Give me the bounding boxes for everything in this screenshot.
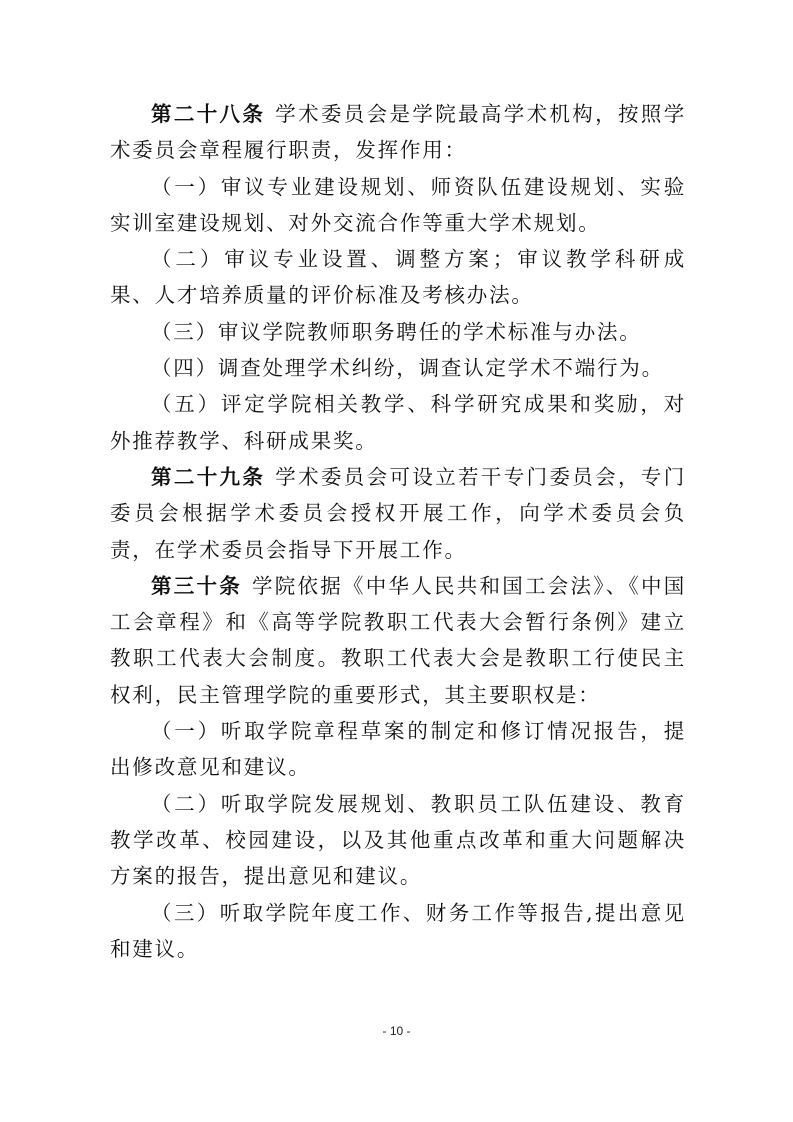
paragraph-text: （三）审议学院教师职务聘任的学术标准与办法。 bbox=[151, 319, 642, 344]
page-number: - 10 - bbox=[382, 1024, 411, 1038]
paragraph-item bbox=[110, 386, 686, 459]
paragraph-item bbox=[110, 895, 686, 968]
paragraph-article-30 bbox=[110, 568, 686, 713]
paragraph-text: （二）审议专业设置、调整方案；审议教学科研成果、人才培养质量的评价标准及考核办法。 bbox=[110, 247, 686, 308]
article-label: 第二十八条 bbox=[151, 102, 266, 126]
paragraph-text: 学院依据《中华人民共和国工会法》、《中国工会章程》和《高等学院教职工代表大会暂行条例》建立教职工代表大会制度。教职工代表大会是教职工行使民主权利，民主管理学院的重要形式，其主要职权是： bbox=[110, 573, 687, 707]
paragraph-article-28 bbox=[110, 96, 686, 169]
paragraph-item bbox=[110, 713, 686, 786]
article-label: 第三十条 bbox=[151, 573, 242, 598]
paragraph-text: （一）听取学院章程草案的制定和修订情况报告，提出修改意见和建议。 bbox=[110, 719, 686, 780]
paragraph-text: （一）审议专业建设规划、师资队伍建设规划、实验实训室建设规划、对外交流合作等重大学术规划。 bbox=[110, 174, 686, 235]
paragraph-item bbox=[110, 314, 686, 350]
paragraph-article-29 bbox=[110, 459, 686, 568]
paragraph-text: 学术委员会是学院最高学术机构，按照学术委员会章程履行职责，发挥作用： bbox=[110, 102, 686, 163]
paragraph-text: （三）听取学院年度工作、财务工作等报告,提出意见和建议。 bbox=[110, 900, 686, 961]
article-label: 第二十九条 bbox=[151, 464, 266, 489]
paragraph-text: （二）听取学院发展规划、教职员工队伍建设、教育教学改革、校园建设，以及其他重点改革和重大问题解决方案的报告，提出意见和建议。 bbox=[110, 791, 686, 889]
paragraph-text: （五）评定学院相关教学、科学研究成果和奖励，对外推荐教学、科研成果奖。 bbox=[110, 392, 686, 453]
document-body bbox=[110, 96, 686, 967]
paragraph-text: 学术委员会可设立若干专门委员会，专门委员会根据学术委员会授权开展工作，向学术委员会负责，在学术委员会指导下开展工作。 bbox=[110, 464, 686, 562]
paragraph-item bbox=[110, 241, 686, 314]
paragraph-item bbox=[110, 169, 686, 242]
paragraph-item bbox=[110, 350, 686, 386]
paragraph-text: （四）调查处理学术纠纷，调查认定学术不端行为。 bbox=[151, 356, 664, 381]
paragraph-item bbox=[110, 786, 686, 895]
